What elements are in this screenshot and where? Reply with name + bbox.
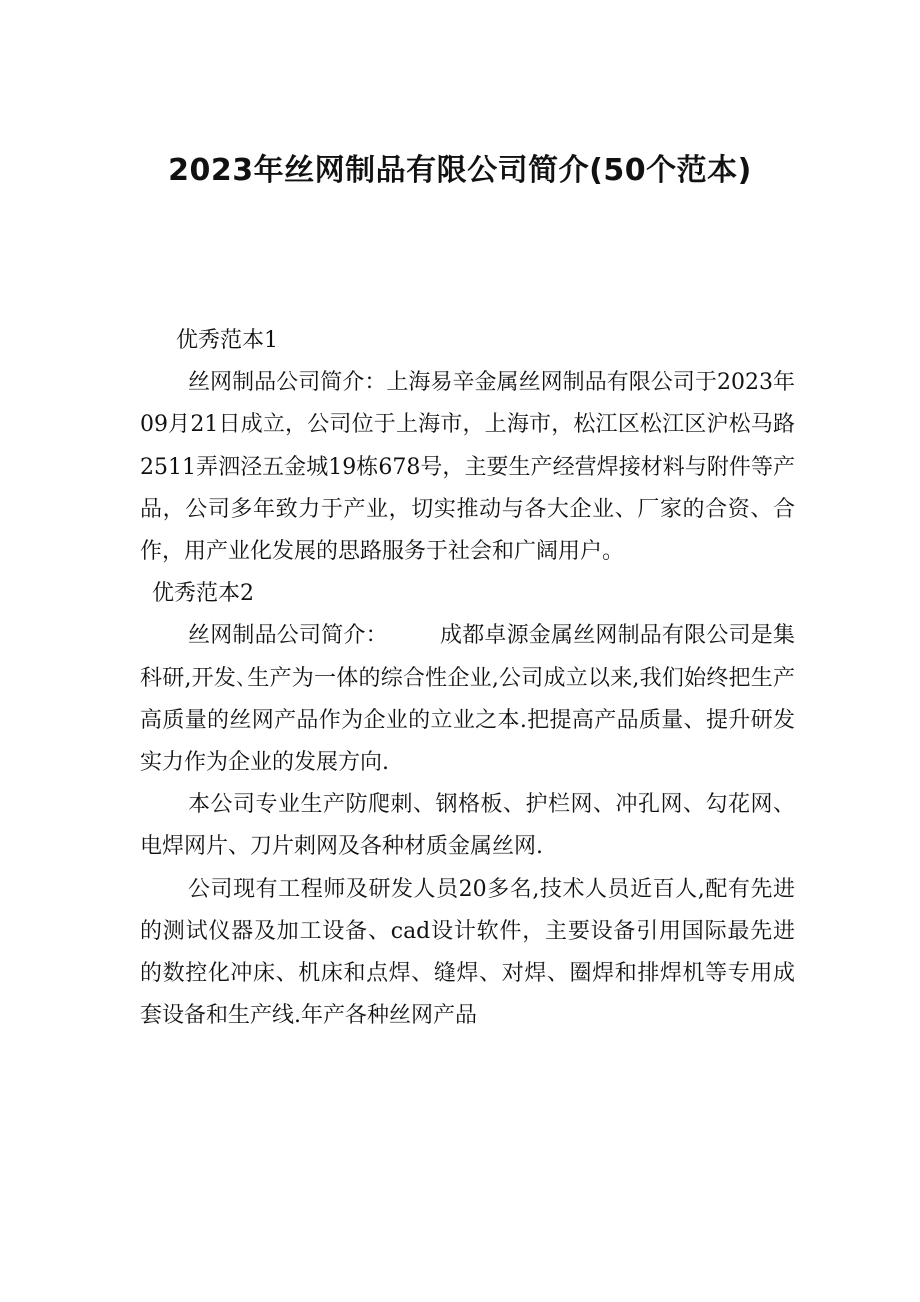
sample-2-paragraph-1 — [140, 615, 795, 784]
sample-2-heading: 优秀范本2 — [152, 581, 254, 607]
sample-2-paragraph-3: 公司现有工程师及研发人员20多名,技术人员近百人,配有先进的测试仪器及加工设备、cad设计软件，主要设备引用国际最先进的数控化冲床、机床和点焊、缝焊、对焊、圈焊和排焊机等专用成套设备和生产线.年产各种丝网产品 — [140, 876, 795, 1029]
document-title: 2023年丝网制品有限公司简介(50个范本) — [168, 153, 752, 188]
sample-1-heading: 优秀范本1 — [176, 328, 278, 353]
sample-1-paragraph: 丝网制品公司简介：上海易辛金属丝网制品有限公司于2023年09月21日成立，公司位于上海市，上海市，松江区松江区沪松马路2511弄泗泾五金城19栋678号，主要生产经营焊接材料与附件等产品，公司多年致力于产业，切实推动与各大企业、厂家的合资、合作，用产业化发展的思路服务于社会和广阔用户。 — [140, 370, 795, 565]
sample-2-paragraph-2: 本公司专业生产防爬刺、钢格板、护栏网、冲孔网、勾花网、电焊网片、刀片刺网及各种材质金属丝网. — [140, 792, 795, 860]
document-body — [140, 320, 795, 1037]
sample-2-intro-label: 丝网制品公司简介： — [188, 623, 388, 649]
sample-2-paragraph-1-text: 成都卓源金属丝网制品有限公司是集科研,开发､生产为一体的综合性企业,公司成立以来,我们始终把生产高质量的丝网产品作为企业的立业之本.把提高产品质量、提升研发实力作为企业的发展方向. — [140, 623, 795, 776]
